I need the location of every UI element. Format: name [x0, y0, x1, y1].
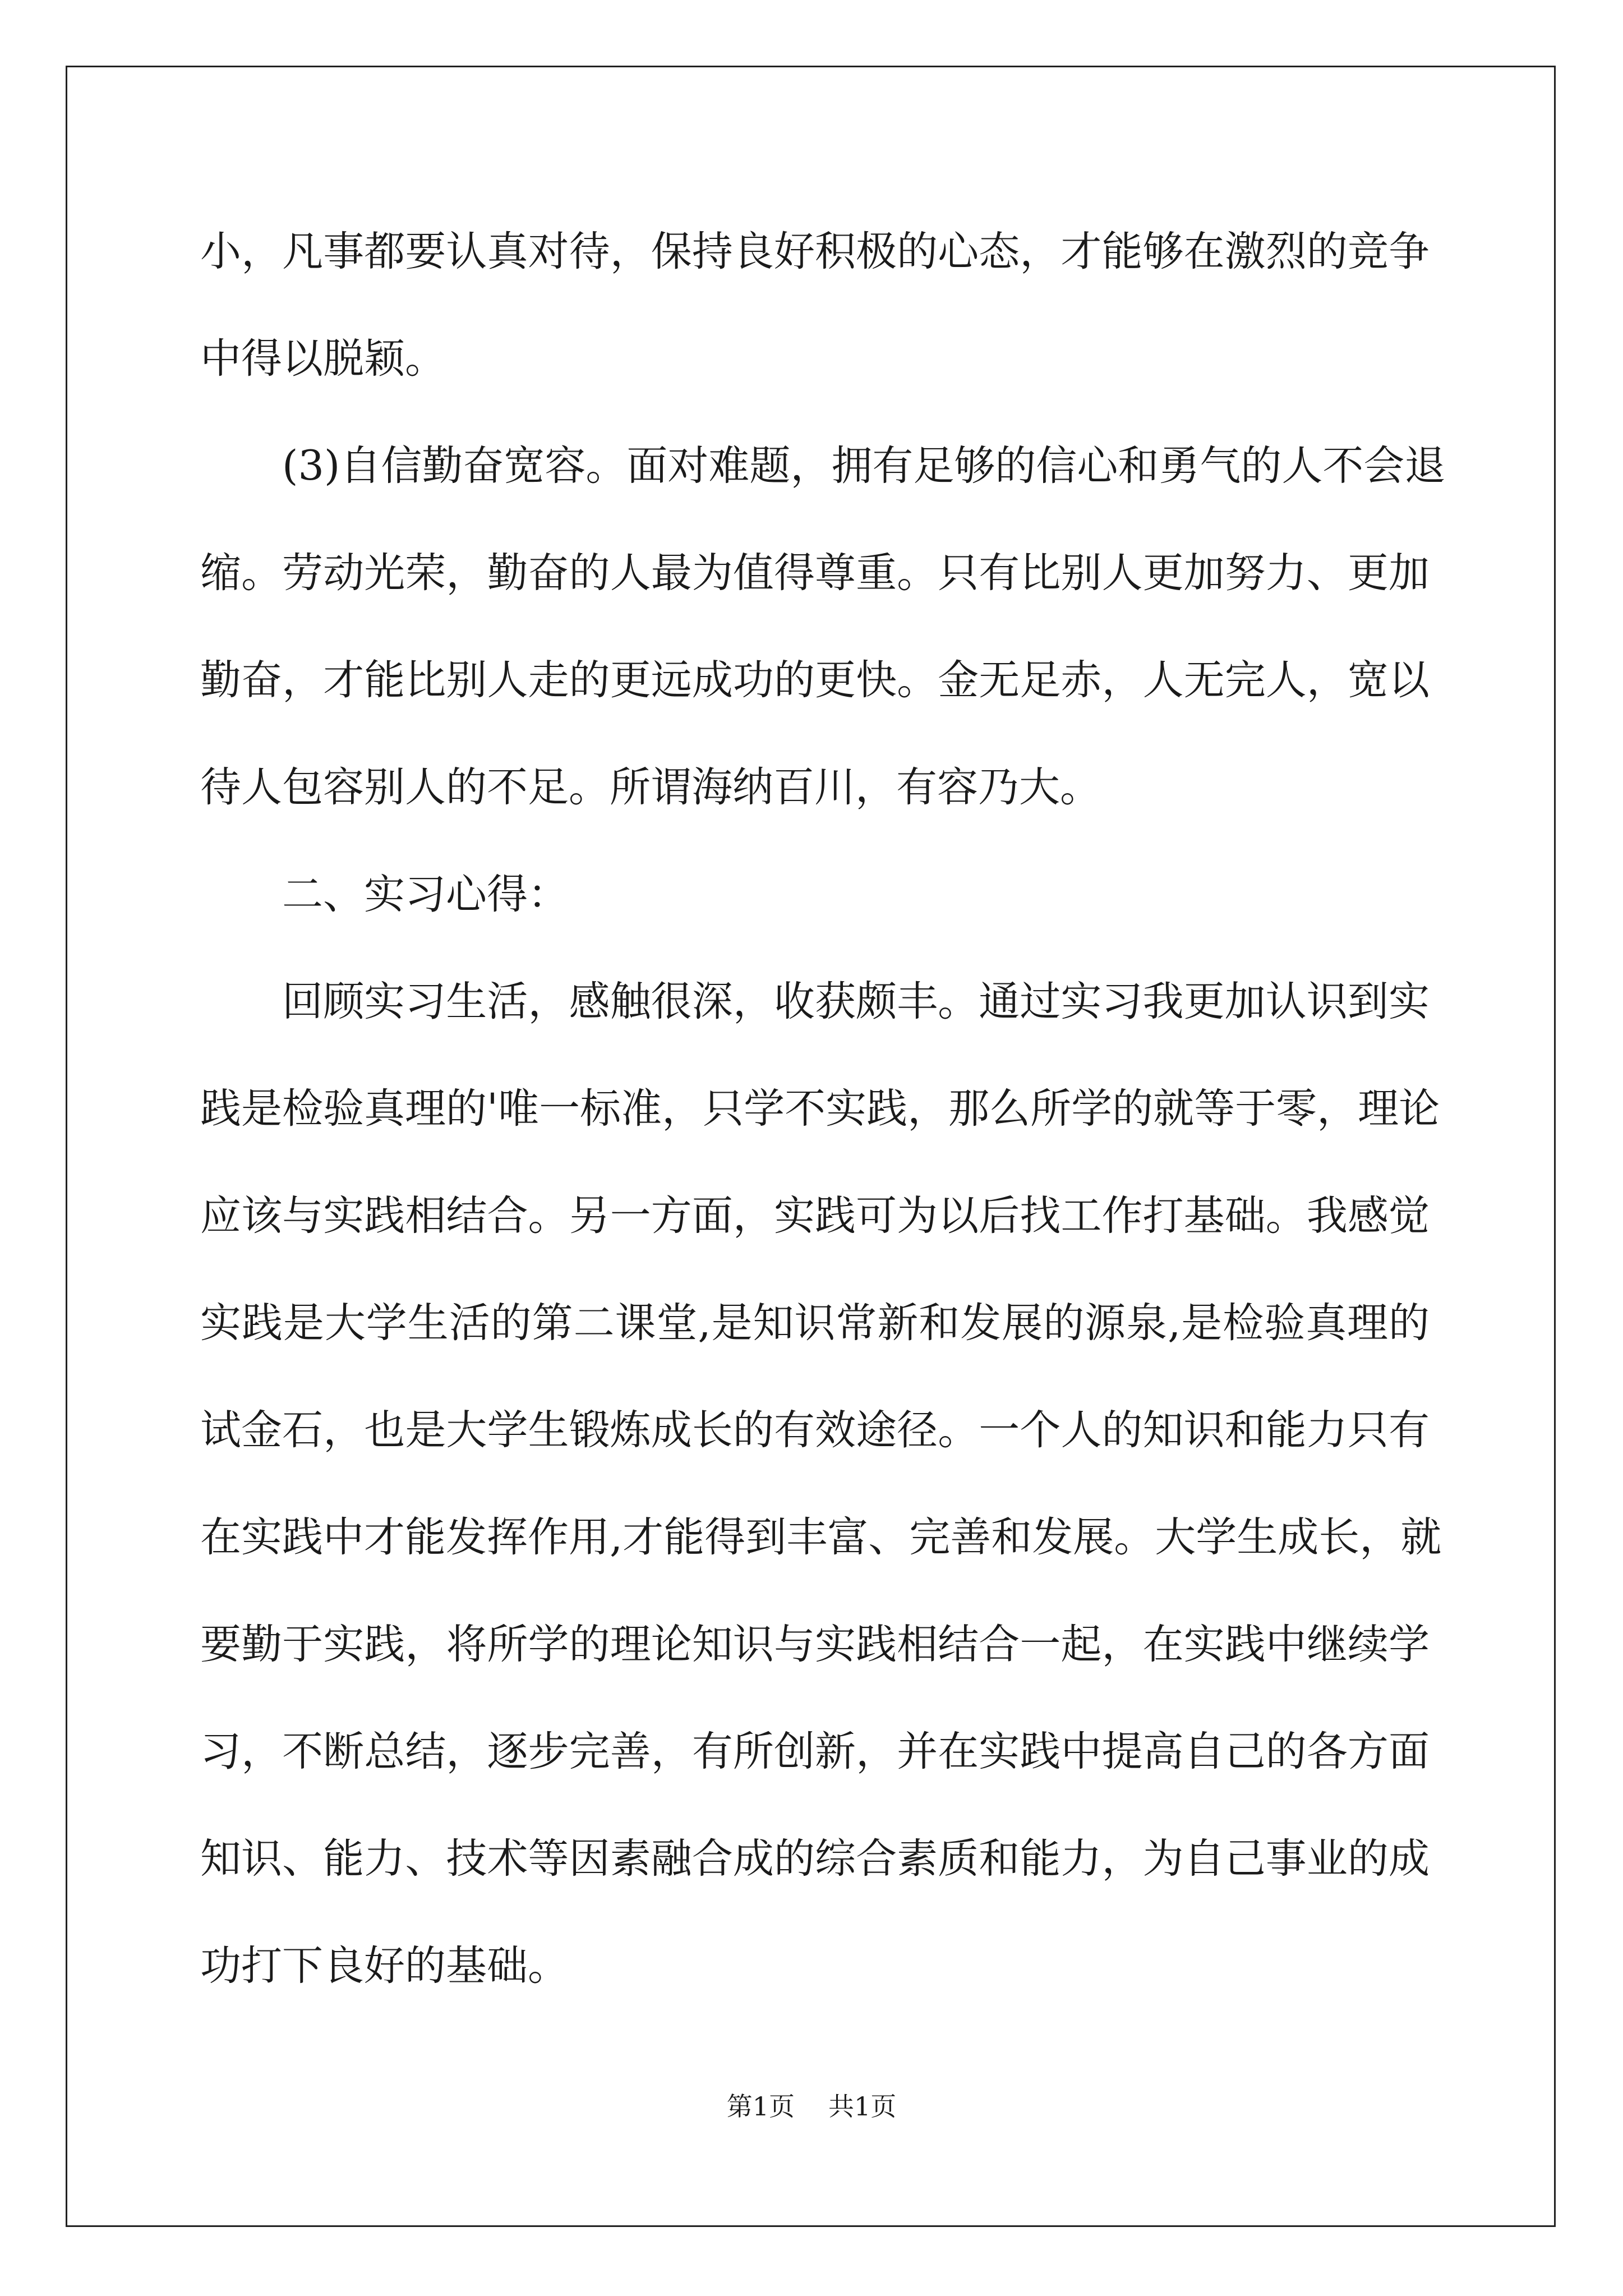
text-line: 应该与实践相结合。另一方面，实践可为以后找工作打基础。我感觉	[200, 1192, 1430, 1240]
text-line: 勤奋，才能比别人走的更远成功的更快。金无足赤，人无完人，宽以	[200, 656, 1430, 704]
text-line: 习，不断总结，逐步完善，有所创新，并在实践中提高自己的各方面	[200, 1728, 1430, 1775]
text-line: 实践是大学生活的第二课堂,是知识常新和发展的源泉,是检验真理的	[200, 1299, 1430, 1347]
text-line: 中得以脱颖。	[200, 335, 446, 383]
text-line: 试金石，也是大学生锻炼成长的有效途径。一个人的知识和能力只有	[200, 1406, 1430, 1454]
text-line: 小，凡事都要认真对待，保持良好积极的心态，才能够在激烈的竞争	[200, 228, 1430, 275]
document-body	[200, 198, 1446, 2019]
text-line: 践是检验真理的'唯一标准，只学不实践，那么所学的就等于零，理论	[200, 1085, 1440, 1133]
text-line: (3)自信勤奋宽容。面对难题，拥有足够的信心和勇气的人不会退	[282, 442, 1446, 490]
text-line: 知识、能力、技术等因素融合成的综合素质和能力，为自己事业的成	[200, 1835, 1430, 1883]
text-line: 功打下良好的基础。	[200, 1942, 569, 1990]
text-line: 待人包容别人的不足。所谓海纳百川，有容乃大。	[200, 763, 1101, 811]
text-line: 二、实习心得：	[282, 871, 569, 918]
text-line: 缩。劳动光荣，勤奋的人最为值得尊重。只有比别人更加努力、更加	[200, 549, 1430, 597]
text-line: 回顾实习生活，感触很深，收获颇丰。通过实习我更加认识到实	[282, 978, 1430, 1025]
page-number-total: 共1页	[828, 2091, 897, 2122]
page-number-current: 第1页	[726, 2091, 795, 2122]
text-line: 要勤于实践，将所学的理论知识与实践相结合一起，在实践中继续学	[200, 1621, 1430, 1668]
page-footer	[0, 2090, 1623, 2123]
text-line: 在实践中才能发挥作用,才能得到丰富、完善和发展。大学生成长，就	[200, 1513, 1442, 1561]
